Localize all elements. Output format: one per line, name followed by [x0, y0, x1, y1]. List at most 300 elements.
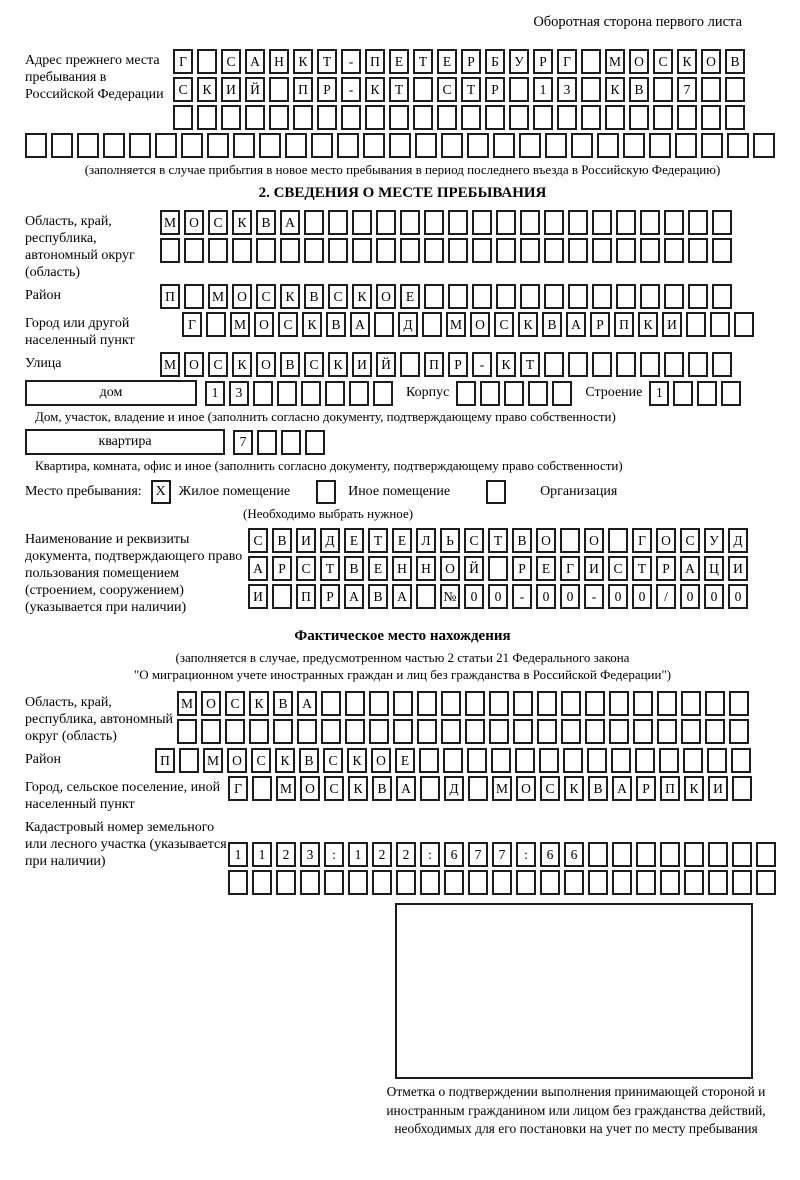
char-cell: : — [420, 842, 440, 867]
char-cell: В — [304, 284, 324, 309]
region-row-2 — [160, 238, 736, 263]
char-cell: Р — [590, 312, 610, 337]
char-cell — [509, 105, 529, 130]
char-cell — [416, 584, 436, 609]
char-cell — [581, 105, 601, 130]
char-cell — [245, 105, 265, 130]
char-cell: П — [424, 352, 444, 377]
char-cell — [365, 105, 385, 130]
char-cell: К — [302, 312, 322, 337]
char-cell — [372, 870, 392, 895]
char-cell — [443, 748, 463, 773]
street-field — [25, 352, 780, 377]
street-row — [160, 352, 736, 377]
char-cell: О — [536, 528, 556, 553]
char-cell — [300, 870, 320, 895]
char-cell: А — [612, 776, 632, 801]
char-cell: Г — [557, 49, 577, 74]
char-cell — [588, 870, 608, 895]
char-cell: С — [248, 528, 268, 553]
char-cell: Й — [464, 556, 484, 581]
char-cell: И — [248, 584, 268, 609]
char-cell: П — [155, 748, 175, 773]
char-cell — [304, 238, 324, 263]
char-cell — [311, 133, 333, 158]
char-cell: 7 — [492, 842, 512, 867]
char-cell: Е — [400, 284, 420, 309]
char-cell: Р — [512, 556, 532, 581]
char-cell — [688, 284, 708, 309]
char-cell: - — [584, 584, 604, 609]
char-cell — [420, 870, 440, 895]
char-cell — [456, 381, 476, 406]
char-cell: Д — [728, 528, 748, 553]
char-cell — [544, 210, 564, 235]
char-cell: С — [208, 210, 228, 235]
char-cell — [585, 719, 605, 744]
char-cell — [225, 719, 245, 744]
char-cell — [636, 842, 656, 867]
char-cell — [492, 870, 512, 895]
char-cell — [592, 352, 612, 377]
char-cell: М — [446, 312, 466, 337]
char-cell — [345, 719, 365, 744]
apartment-box: квартира — [25, 429, 225, 455]
char-cell: Т — [461, 77, 481, 102]
char-cell: К — [328, 352, 348, 377]
stay-type-option-organization: Организация — [540, 484, 618, 499]
char-cell — [587, 748, 607, 773]
char-cell: С — [608, 556, 628, 581]
char-cell — [252, 870, 272, 895]
char-cell — [653, 105, 673, 130]
char-cell: В — [629, 77, 649, 102]
char-cell — [756, 842, 776, 867]
char-cell: О — [629, 49, 649, 74]
char-cell: С — [494, 312, 514, 337]
char-cell: Й — [376, 352, 396, 377]
char-cell — [659, 748, 679, 773]
char-cell: В — [256, 210, 276, 235]
char-cell: - — [341, 49, 361, 74]
char-cell — [328, 210, 348, 235]
char-cell — [249, 719, 269, 744]
char-cell: С — [251, 748, 271, 773]
char-cell: П — [365, 49, 385, 74]
char-cell — [611, 748, 631, 773]
char-cell — [181, 133, 203, 158]
district-row — [160, 284, 736, 309]
char-cell: П — [296, 584, 316, 609]
char-cell — [273, 719, 293, 744]
char-cell — [252, 776, 272, 801]
char-cell — [177, 719, 197, 744]
char-cell: И — [221, 77, 241, 102]
char-cell — [256, 238, 276, 263]
document-row-2 — [248, 556, 752, 581]
char-cell — [197, 49, 217, 74]
char-cell — [424, 284, 444, 309]
char-cell: 0 — [464, 584, 484, 609]
char-cell — [712, 352, 732, 377]
char-cell — [727, 133, 749, 158]
char-cell: О — [227, 748, 247, 773]
char-cell — [461, 105, 481, 130]
char-cell: 7 — [233, 430, 253, 455]
char-cell: О — [371, 748, 391, 773]
char-cell: С — [328, 284, 348, 309]
char-cell — [374, 312, 394, 337]
char-cell: № — [440, 584, 460, 609]
page-header: Оборотная сторона первого листа — [533, 14, 742, 30]
char-cell: 0 — [632, 584, 652, 609]
char-cell — [585, 691, 605, 716]
prev-address-row-2 — [173, 77, 749, 102]
char-cell: В — [372, 776, 392, 801]
char-cell: С — [173, 77, 193, 102]
char-cell: О — [184, 352, 204, 377]
stay-type-option-other: Иное помещение — [348, 484, 451, 499]
char-cell: О — [254, 312, 274, 337]
char-cell — [608, 528, 628, 553]
region-field — [25, 210, 780, 281]
char-cell: К — [280, 284, 300, 309]
char-cell — [448, 238, 468, 263]
char-cell — [597, 133, 619, 158]
char-cell — [683, 748, 703, 773]
char-cell: П — [293, 77, 313, 102]
city-field — [25, 312, 780, 349]
actual-region-row-1 — [177, 691, 753, 716]
char-cell: 0 — [680, 584, 700, 609]
char-cell: О — [184, 210, 204, 235]
char-cell — [233, 133, 255, 158]
char-cell: О — [584, 528, 604, 553]
char-cell: Г — [560, 556, 580, 581]
char-cell — [417, 691, 437, 716]
char-cell — [348, 870, 368, 895]
char-cell — [592, 210, 612, 235]
char-cell — [25, 133, 47, 158]
char-cell — [468, 776, 488, 801]
char-cell — [228, 870, 248, 895]
char-cell: У — [509, 49, 529, 74]
stroenie-label: Строение — [585, 385, 643, 400]
char-cell: В — [299, 748, 319, 773]
char-cell — [675, 133, 697, 158]
char-cell — [496, 238, 516, 263]
char-cell: 3 — [300, 842, 320, 867]
char-cell: П — [160, 284, 180, 309]
char-cell: В — [280, 352, 300, 377]
char-cell: Т — [632, 556, 652, 581]
stay-type-option-residential: Жилое помещение — [178, 484, 291, 499]
char-cell — [609, 691, 629, 716]
char-cell — [537, 719, 557, 744]
actual-location-note-2: "О миграционном учете иностранных граждан и лиц без гражданства в Российской Федерации") — [133, 667, 672, 682]
char-cell: Р — [448, 352, 468, 377]
char-cell — [419, 748, 439, 773]
char-cell — [664, 352, 684, 377]
char-cell — [393, 691, 413, 716]
char-cell — [697, 381, 717, 406]
char-cell — [305, 430, 325, 455]
char-cell — [520, 284, 540, 309]
char-cell — [581, 49, 601, 74]
char-cell: Д — [444, 776, 464, 801]
char-cell — [684, 842, 704, 867]
char-cell: И — [728, 556, 748, 581]
char-cell — [544, 238, 564, 263]
char-cell: О — [701, 49, 721, 74]
char-cell — [681, 719, 701, 744]
stay-type-checkbox-residential[interactable]: X — [151, 480, 171, 504]
char-cell: К — [347, 748, 367, 773]
actual-city-row — [228, 776, 756, 801]
char-cell: С — [464, 528, 484, 553]
char-cell — [349, 381, 369, 406]
region-label: Область, край, республика, автономный округ (область) — [25, 214, 135, 280]
prev-address-row-3 — [173, 105, 749, 130]
char-cell — [341, 105, 361, 130]
char-cell: 3 — [229, 381, 249, 406]
char-cell: К — [197, 77, 217, 102]
char-cell: 2 — [372, 842, 392, 867]
city-label: Город или другой населенный пункт — [25, 316, 135, 348]
char-cell: А — [248, 556, 268, 581]
cadastral-label: Кадастровый номер земельного или лесного участка (указывается при наличии) — [25, 820, 227, 869]
actual-district-row — [155, 748, 755, 773]
char-cell — [276, 870, 296, 895]
char-cell — [259, 133, 281, 158]
char-cell: С — [256, 284, 276, 309]
char-cell — [285, 133, 307, 158]
actual-city-label: Город, сельское поселение, иной населенный пункт — [25, 780, 221, 812]
char-cell: 0 — [536, 584, 556, 609]
char-cell — [207, 133, 229, 158]
char-cell — [277, 381, 297, 406]
char-cell — [688, 210, 708, 235]
char-cell — [373, 381, 393, 406]
char-cell — [496, 210, 516, 235]
char-cell: Т — [520, 352, 540, 377]
char-cell: 6 — [564, 842, 584, 867]
char-cell — [732, 776, 752, 801]
char-cell — [560, 528, 580, 553]
char-cell: Ь — [440, 528, 460, 553]
char-cell — [568, 238, 588, 263]
char-cell — [513, 691, 533, 716]
char-cell — [400, 352, 420, 377]
char-cell — [732, 842, 752, 867]
char-cell: Т — [320, 556, 340, 581]
char-cell — [537, 691, 557, 716]
char-cell: О — [376, 284, 396, 309]
stay-type-checkbox-other[interactable] — [316, 480, 336, 504]
char-cell — [528, 381, 548, 406]
char-cell — [173, 105, 193, 130]
char-cell: Г — [228, 776, 248, 801]
char-cell: И — [296, 528, 316, 553]
char-cell — [393, 719, 413, 744]
char-cell: М — [230, 312, 250, 337]
char-cell — [493, 133, 515, 158]
stay-type-note: (Необходимо выбрать нужное) — [243, 506, 414, 521]
char-cell — [664, 284, 684, 309]
char-cell: П — [614, 312, 634, 337]
char-cell — [328, 238, 348, 263]
char-cell — [472, 284, 492, 309]
char-cell: С — [680, 528, 700, 553]
char-cell — [520, 238, 540, 263]
char-cell: О — [516, 776, 536, 801]
char-cell — [352, 238, 372, 263]
char-cell — [422, 312, 442, 337]
char-cell — [369, 691, 389, 716]
char-cell — [684, 870, 704, 895]
char-cell — [734, 312, 754, 337]
prev-address-rows — [173, 49, 749, 130]
char-cell: Е — [389, 49, 409, 74]
char-cell — [588, 842, 608, 867]
char-cell: В — [368, 584, 388, 609]
char-cell — [489, 719, 509, 744]
char-cell: К — [232, 210, 252, 235]
char-cell: Р — [320, 584, 340, 609]
char-cell: И — [708, 776, 728, 801]
char-cell: В — [588, 776, 608, 801]
char-cell — [325, 381, 345, 406]
char-cell — [660, 870, 680, 895]
char-cell: / — [656, 584, 676, 609]
prev-address-field — [25, 49, 780, 130]
stay-type-checkbox-organization[interactable] — [486, 480, 506, 504]
document-row-1 — [248, 528, 752, 553]
char-cell: Р — [636, 776, 656, 801]
prev-address-row-4 — [25, 133, 780, 158]
char-cell — [539, 748, 559, 773]
char-cell — [293, 105, 313, 130]
char-cell — [206, 312, 226, 337]
char-cell — [280, 238, 300, 263]
char-cell: Н — [392, 556, 412, 581]
char-cell — [635, 748, 655, 773]
char-cell — [657, 719, 677, 744]
char-cell — [705, 719, 725, 744]
char-cell — [561, 719, 581, 744]
char-cell: К — [365, 77, 385, 102]
char-cell — [636, 870, 656, 895]
char-cell — [103, 133, 125, 158]
char-cell — [552, 381, 572, 406]
char-cell — [545, 133, 567, 158]
char-cell — [389, 133, 411, 158]
char-cell — [664, 238, 684, 263]
char-cell — [468, 870, 488, 895]
char-cell: 1 — [252, 842, 272, 867]
district-field — [25, 284, 780, 309]
char-cell — [465, 691, 485, 716]
actual-region-row-2 — [177, 719, 753, 744]
char-cell: Л — [416, 528, 436, 553]
char-cell: Т — [368, 528, 388, 553]
char-cell — [753, 133, 775, 158]
stroenie-row — [649, 381, 745, 406]
char-cell — [489, 691, 509, 716]
char-cell — [472, 210, 492, 235]
char-cell — [221, 105, 241, 130]
char-cell — [616, 210, 636, 235]
char-cell — [441, 691, 461, 716]
char-cell — [253, 381, 273, 406]
char-cell: А — [680, 556, 700, 581]
char-cell: М — [160, 352, 180, 377]
apartment-note: Квартира, комната, офис и иное (заполнить согласно документу, подтверждающему право собственности) — [35, 458, 623, 473]
char-cell — [272, 584, 292, 609]
char-cell — [568, 284, 588, 309]
char-cell — [640, 352, 660, 377]
korpus-label: Корпус — [406, 385, 450, 400]
char-cell — [201, 719, 221, 744]
char-cell: Н — [416, 556, 436, 581]
char-cell — [701, 105, 721, 130]
char-cell — [677, 105, 697, 130]
char-cell: К — [605, 77, 625, 102]
char-cell: Б — [485, 49, 505, 74]
char-cell: - — [341, 77, 361, 102]
char-cell: К — [249, 691, 269, 716]
house-box: дом — [25, 380, 197, 406]
char-cell: К — [348, 776, 368, 801]
char-cell — [437, 105, 457, 130]
char-cell — [616, 352, 636, 377]
char-cell — [515, 748, 535, 773]
char-cell — [721, 381, 741, 406]
char-cell — [681, 691, 701, 716]
char-cell — [612, 842, 632, 867]
char-cell: В — [273, 691, 293, 716]
char-cell — [491, 748, 511, 773]
char-cell: М — [160, 210, 180, 235]
char-cell: 1 — [205, 381, 225, 406]
char-cell: 3 — [557, 77, 577, 102]
document-field — [25, 528, 780, 616]
char-cell: К — [352, 284, 372, 309]
char-cell: М — [203, 748, 223, 773]
char-cell: Р — [461, 49, 481, 74]
actual-location-title: Фактическое место нахождения — [294, 628, 511, 644]
char-cell — [317, 105, 337, 130]
char-cell — [321, 719, 341, 744]
apartment-row — [25, 429, 780, 455]
char-cell: С — [653, 49, 673, 74]
char-cell — [701, 77, 721, 102]
char-cell — [184, 284, 204, 309]
char-cell — [345, 691, 365, 716]
char-cell: М — [492, 776, 512, 801]
char-cell — [208, 238, 228, 263]
char-cell: - — [472, 352, 492, 377]
char-cell — [297, 719, 317, 744]
char-cell — [155, 133, 177, 158]
char-cell: С — [324, 776, 344, 801]
char-cell: А — [396, 776, 416, 801]
char-cell — [640, 284, 660, 309]
char-cell: Т — [488, 528, 508, 553]
char-cell — [420, 776, 440, 801]
korpus-row — [456, 381, 576, 406]
char-cell — [281, 430, 301, 455]
